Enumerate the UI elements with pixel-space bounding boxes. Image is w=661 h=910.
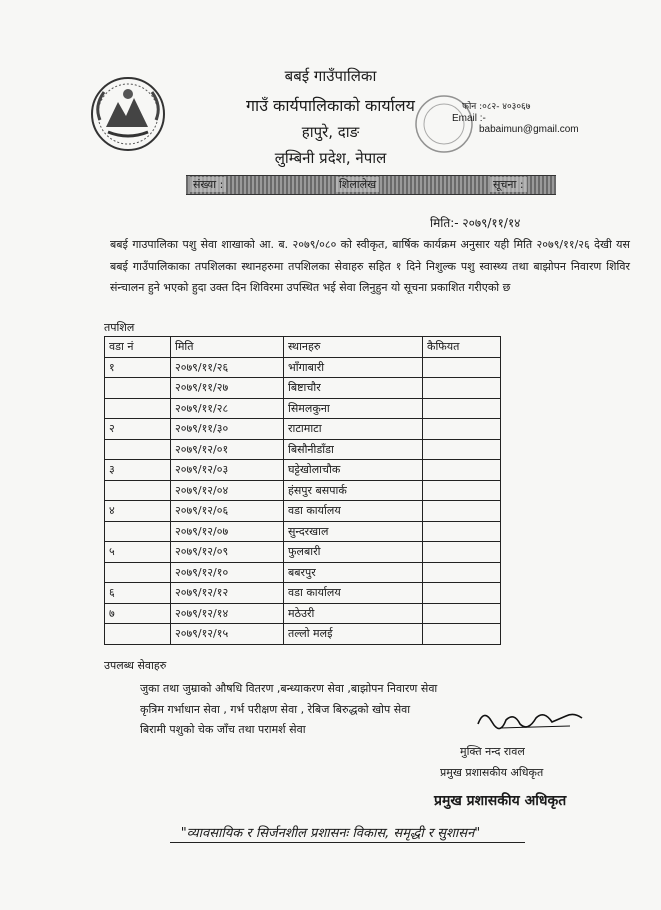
table-row — [105, 542, 501, 563]
cell-ward: ३ — [105, 460, 171, 481]
cell-place: घट्टेखोलाचौक — [284, 460, 423, 481]
cell-place: बबरपुर — [284, 562, 423, 583]
cell-place: बिष्टाचौर — [284, 378, 423, 399]
cell-ward — [105, 398, 171, 419]
cell-remarks — [423, 378, 501, 399]
cell-place: तल्लो मलई — [284, 624, 423, 645]
office-name: गाउँ कार्यपालिकाको कार्यालय — [246, 96, 415, 115]
table-row — [105, 419, 501, 440]
banner-right: सूचना : — [490, 177, 527, 192]
cell-remarks — [423, 419, 501, 440]
office-location: हापुरे, दाङ — [301, 123, 360, 141]
cell-date: २०७९/१२/०३ — [171, 460, 284, 481]
table-row — [105, 603, 501, 624]
services-title: उपलब्ध सेवाहरु — [104, 659, 167, 672]
cell-remarks — [423, 542, 501, 563]
header-places: स्थानहरु — [284, 337, 423, 358]
cell-place: राटामाटा — [284, 419, 423, 440]
cell-date: २०७९/११/२८ — [171, 398, 284, 419]
cell-ward: ६ — [105, 583, 171, 604]
cell-remarks — [423, 521, 501, 542]
table-label: तपशिल — [104, 321, 135, 334]
cell-remarks — [423, 460, 501, 481]
cell-remarks — [423, 357, 501, 378]
cell-place: बिसौनीडाँडा — [284, 439, 423, 460]
cell-ward — [105, 378, 171, 399]
cell-ward: १ — [105, 357, 171, 378]
header-remarks: कैफियत — [423, 337, 501, 358]
table-row — [105, 357, 501, 378]
municipality-name: बबई गाउँपालिका — [284, 67, 377, 85]
notice-body: बबई गाउपालिका पशु सेवा शाखाको आ. ब. २०७९/०८० को स्वीकृत, बार्षिक कार्यक्रम अनुसार यही मिति २०७९/११/२६ देखी यस बबई गाउँपालिकाका तपशिलका स्थानहरुमा तपशिलका सेवाहरु सहित १ दिने निशुल्क पशु स्वास्थ्य तथा बाझोपन निवारण शिविर संन्चालन हुने भएको हुदा उक्त दिन शिविरमा उपस्थित भई सेवा लिनुहुन यो सूचना प्रकाशित गरीएको छ — [110, 238, 630, 294]
cell-date: २०७९/११/२६ — [171, 357, 284, 378]
header-date: मिति — [171, 337, 284, 358]
cell-date: २०७९/१२/१५ — [171, 624, 284, 645]
cell-place: सिमलकुना — [284, 398, 423, 419]
signatory-stamp: प्रमुख प्रशासकीय अधिकृत — [434, 793, 567, 809]
service-line: बिरामी पशुको चेक जाँच तथा परामर्श सेवा — [140, 723, 306, 736]
cell-date: २०७९/१२/०७ — [171, 521, 284, 542]
banner-left: संख्या : — [190, 177, 226, 192]
service-line: कृत्रिम गर्भाधान सेवा , गर्भ परीक्षण सेवा , रेबिज बिरुद्धको खोप सेवा — [140, 703, 411, 716]
cell-remarks — [423, 501, 501, 522]
motto-underline — [170, 842, 525, 843]
cell-place: मठेउरी — [284, 603, 423, 624]
header-ward: वडा नं — [105, 337, 171, 358]
cell-place: वडा कार्यालय — [284, 501, 423, 522]
service-line: जुका तथा जुम्राको औषधि वितरण ,बन्ध्याकरण सेवा ,बाझोपन निवारण सेवा — [140, 682, 438, 695]
cell-place: वडा कार्यालय — [284, 583, 423, 604]
cell-ward — [105, 480, 171, 501]
province-name: लुम्बिनी प्रदेश, नेपाल — [274, 149, 387, 167]
cell-place: सुन्दरखाल — [284, 521, 423, 542]
table-row — [105, 521, 501, 542]
cell-ward — [105, 521, 171, 542]
cell-date: २०७९/१२/१४ — [171, 603, 284, 624]
cell-date: २०७९/१२/०१ — [171, 439, 284, 460]
cell-ward: ४ — [105, 501, 171, 522]
cell-date: २०७९/११/२७ — [171, 378, 284, 399]
table-row — [105, 480, 501, 501]
handwritten-signature-icon — [470, 702, 590, 738]
cell-place: भाँगाबारी — [284, 357, 423, 378]
email-label: Email :- — [452, 113, 486, 124]
cell-ward — [105, 439, 171, 460]
email-address: babaimun@gmail.com — [479, 124, 579, 135]
cell-ward: ५ — [105, 542, 171, 563]
table-row — [105, 583, 501, 604]
cell-date: २०७९/१२/०९ — [171, 542, 284, 563]
cell-place: फुलबारी — [284, 542, 423, 563]
office-motto: "व्यावसायिक र सिर्जनशील प्रशासनः विकास, समृद्धी र सुशासन" — [180, 826, 481, 841]
reference-banner — [186, 175, 556, 195]
phone-number: फोन :०८२- ४०३०६७ — [462, 102, 531, 112]
table-row — [105, 562, 501, 583]
cell-date: २०७९/१२/०४ — [171, 480, 284, 501]
cell-remarks — [423, 439, 501, 460]
table-header-row — [105, 337, 501, 358]
cell-place: हंसपुर बसपार्क — [284, 480, 423, 501]
cell-remarks — [423, 624, 501, 645]
cell-remarks — [423, 583, 501, 604]
banner-middle: शिलालेख — [336, 177, 379, 192]
signatory-role: प्रमुख प्रशासकीय अधिकृत — [440, 766, 544, 779]
signatory-name: मुक्ति नन्द रावल — [460, 745, 525, 758]
table-row — [105, 624, 501, 645]
table-row — [105, 378, 501, 399]
cell-remarks — [423, 562, 501, 583]
cell-date: २०७९/१२/१२ — [171, 583, 284, 604]
table-row — [105, 460, 501, 481]
cell-remarks — [423, 398, 501, 419]
table-row — [105, 439, 501, 460]
cell-date: २०७९/११/३० — [171, 419, 284, 440]
cell-ward — [105, 562, 171, 583]
schedule-table — [104, 336, 501, 645]
cell-remarks — [423, 603, 501, 624]
cell-date: २०७९/१२/०६ — [171, 501, 284, 522]
cell-ward — [105, 624, 171, 645]
notice-date: मिति:- २०७९/११/१४ — [430, 216, 521, 230]
cell-ward: ७ — [105, 603, 171, 624]
cell-remarks — [423, 480, 501, 501]
table-row — [105, 398, 501, 419]
cell-ward: २ — [105, 419, 171, 440]
cell-date: २०७९/१२/१० — [171, 562, 284, 583]
table-row — [105, 501, 501, 522]
